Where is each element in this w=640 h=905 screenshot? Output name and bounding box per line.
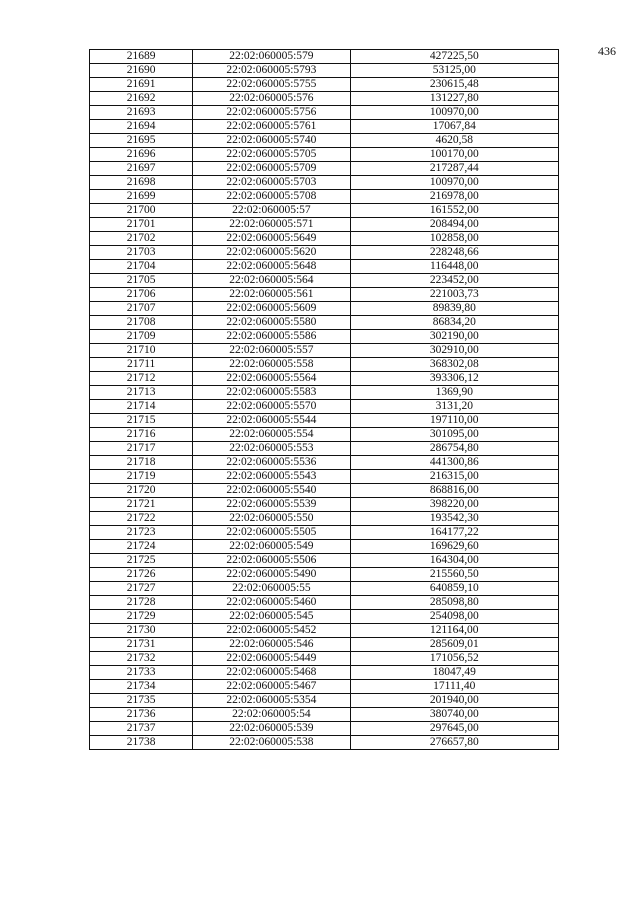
cadastral-number-cell: 22:02:060005:5452 xyxy=(193,624,350,638)
cadastral-number-cell: 22:02:060005:57 xyxy=(193,204,350,218)
row-number-cell: 21694 xyxy=(90,120,193,134)
cadastral-number-cell: 22:02:060005:5586 xyxy=(193,330,350,344)
cadastral-number-cell: 22:02:060005:549 xyxy=(193,540,350,554)
value-cell: 171056,52 xyxy=(350,652,558,666)
row-number-cell: 21718 xyxy=(90,456,193,470)
value-cell: 17067,84 xyxy=(350,120,558,134)
table-row xyxy=(90,330,559,344)
cadastral-number-cell: 22:02:060005:5740 xyxy=(193,134,350,148)
cadastral-number-cell: 22:02:060005:5793 xyxy=(193,64,350,78)
value-cell: 441300,86 xyxy=(350,456,558,470)
table-row xyxy=(90,652,559,666)
value-cell: 398220,00 xyxy=(350,498,558,512)
table-row xyxy=(90,386,559,400)
cadastral-number-cell: 22:02:060005:545 xyxy=(193,610,350,624)
value-cell: 217287,44 xyxy=(350,162,558,176)
table-row xyxy=(90,92,559,106)
row-number-cell: 21732 xyxy=(90,652,193,666)
value-cell: 368302,08 xyxy=(350,358,558,372)
value-cell: 100170,00 xyxy=(350,148,558,162)
row-number-cell: 21691 xyxy=(90,78,193,92)
row-number-cell: 21716 xyxy=(90,428,193,442)
table-row xyxy=(90,568,559,582)
table-row xyxy=(90,302,559,316)
value-cell: 230615,48 xyxy=(350,78,558,92)
table-row xyxy=(90,708,559,722)
cadastral-number-cell: 22:02:060005:5583 xyxy=(193,386,350,400)
value-cell: 197110,00 xyxy=(350,414,558,428)
value-cell: 285609,01 xyxy=(350,638,558,652)
cadastral-number-cell: 22:02:060005:546 xyxy=(193,638,350,652)
cadastral-number-cell: 22:02:060005:5564 xyxy=(193,372,350,386)
cadastral-number-cell: 22:02:060005:579 xyxy=(193,50,350,64)
table-row xyxy=(90,372,559,386)
row-number-cell: 21708 xyxy=(90,316,193,330)
value-cell: 223452,00 xyxy=(350,274,558,288)
table-row xyxy=(90,512,559,526)
row-number-cell: 21722 xyxy=(90,512,193,526)
value-cell: 169629,60 xyxy=(350,540,558,554)
table-row xyxy=(90,190,559,204)
row-number-cell: 21737 xyxy=(90,722,193,736)
row-number-cell: 21700 xyxy=(90,204,193,218)
row-number-cell: 21710 xyxy=(90,344,193,358)
cadastral-number-cell: 22:02:060005:5580 xyxy=(193,316,350,330)
table-row xyxy=(90,554,559,568)
row-number-cell: 21724 xyxy=(90,540,193,554)
value-cell: 1369,90 xyxy=(350,386,558,400)
value-cell: 286754,80 xyxy=(350,442,558,456)
value-cell: 427225,50 xyxy=(350,50,558,64)
value-cell: 161552,00 xyxy=(350,204,558,218)
row-number-cell: 21697 xyxy=(90,162,193,176)
table-row xyxy=(90,596,559,610)
table-row xyxy=(90,498,559,512)
value-cell: 3131,20 xyxy=(350,400,558,414)
value-cell: 208494,00 xyxy=(350,218,558,232)
cadastral-number-cell: 22:02:060005:5467 xyxy=(193,680,350,694)
value-cell: 18047,49 xyxy=(350,666,558,680)
cadastral-value-table xyxy=(89,49,559,750)
cadastral-number-cell: 22:02:060005:5468 xyxy=(193,666,350,680)
table-row xyxy=(90,442,559,456)
row-number-cell: 21705 xyxy=(90,274,193,288)
cadastral-number-cell: 22:02:060005:5449 xyxy=(193,652,350,666)
value-cell: 215560,50 xyxy=(350,568,558,582)
cadastral-number-cell: 22:02:060005:564 xyxy=(193,274,350,288)
table-row xyxy=(90,694,559,708)
value-cell: 193542,30 xyxy=(350,512,558,526)
table-row xyxy=(90,638,559,652)
row-number-cell: 21738 xyxy=(90,736,193,750)
row-number-cell: 21689 xyxy=(90,50,193,64)
cadastral-number-cell: 22:02:060005:5506 xyxy=(193,554,350,568)
cadastral-number-cell: 22:02:060005:5649 xyxy=(193,232,350,246)
cadastral-number-cell: 22:02:060005:5756 xyxy=(193,106,350,120)
cadastral-number-cell: 22:02:060005:5460 xyxy=(193,596,350,610)
table-row xyxy=(90,526,559,540)
value-cell: 53125,00 xyxy=(350,64,558,78)
table-row xyxy=(90,456,559,470)
cadastral-number-cell: 22:02:060005:5705 xyxy=(193,148,350,162)
table-row xyxy=(90,134,559,148)
table-row xyxy=(90,260,559,274)
row-number-cell: 21706 xyxy=(90,288,193,302)
row-number-cell: 21703 xyxy=(90,246,193,260)
row-number-cell: 21696 xyxy=(90,148,193,162)
cadastral-number-cell: 22:02:060005:557 xyxy=(193,344,350,358)
cadastral-number-cell: 22:02:060005:550 xyxy=(193,512,350,526)
value-cell: 17111,40 xyxy=(350,680,558,694)
row-number-cell: 21734 xyxy=(90,680,193,694)
cadastral-number-cell: 22:02:060005:571 xyxy=(193,218,350,232)
table-row xyxy=(90,414,559,428)
row-number-cell: 21692 xyxy=(90,92,193,106)
table-row xyxy=(90,722,559,736)
row-number-cell: 21725 xyxy=(90,554,193,568)
value-cell: 89839,80 xyxy=(350,302,558,316)
value-cell: 164177,22 xyxy=(350,526,558,540)
row-number-cell: 21711 xyxy=(90,358,193,372)
value-cell: 216315,00 xyxy=(350,470,558,484)
row-number-cell: 21707 xyxy=(90,302,193,316)
table-row xyxy=(90,218,559,232)
value-cell: 201940,00 xyxy=(350,694,558,708)
value-cell: 131227,80 xyxy=(350,92,558,106)
table-row xyxy=(90,274,559,288)
value-cell: 228248,66 xyxy=(350,246,558,260)
row-number-cell: 21729 xyxy=(90,610,193,624)
cadastral-number-cell: 22:02:060005:5709 xyxy=(193,162,350,176)
value-cell: 393306,12 xyxy=(350,372,558,386)
row-number-cell: 21714 xyxy=(90,400,193,414)
row-number-cell: 21721 xyxy=(90,498,193,512)
row-number-cell: 21699 xyxy=(90,190,193,204)
cadastral-number-cell: 22:02:060005:5536 xyxy=(193,456,350,470)
table-row xyxy=(90,148,559,162)
row-number-cell: 21727 xyxy=(90,582,193,596)
cadastral-number-cell: 22:02:060005:539 xyxy=(193,722,350,736)
table-row xyxy=(90,344,559,358)
cadastral-number-cell: 22:02:060005:553 xyxy=(193,442,350,456)
value-cell: 102858,00 xyxy=(350,232,558,246)
table-row xyxy=(90,540,559,554)
row-number-cell: 21690 xyxy=(90,64,193,78)
table-row xyxy=(90,246,559,260)
table-row xyxy=(90,736,559,750)
cadastral-number-cell: 22:02:060005:5540 xyxy=(193,484,350,498)
cadastral-number-cell: 22:02:060005:5620 xyxy=(193,246,350,260)
cadastral-number-cell: 22:02:060005:554 xyxy=(193,428,350,442)
table-body xyxy=(90,50,559,750)
value-cell: 216978,00 xyxy=(350,190,558,204)
table-row xyxy=(90,666,559,680)
table-row xyxy=(90,470,559,484)
row-number-cell: 21695 xyxy=(90,134,193,148)
cadastral-number-cell: 22:02:060005:5543 xyxy=(193,470,350,484)
value-cell: 297645,00 xyxy=(350,722,558,736)
table-row xyxy=(90,288,559,302)
value-cell: 285098,80 xyxy=(350,596,558,610)
cadastral-number-cell: 22:02:060005:54 xyxy=(193,708,350,722)
table-row xyxy=(90,610,559,624)
cadastral-number-cell: 22:02:060005:576 xyxy=(193,92,350,106)
value-cell: 100970,00 xyxy=(350,176,558,190)
row-number-cell: 21713 xyxy=(90,386,193,400)
cadastral-number-cell: 22:02:060005:5505 xyxy=(193,526,350,540)
table-row xyxy=(90,358,559,372)
table-row xyxy=(90,400,559,414)
value-cell: 164304,00 xyxy=(350,554,558,568)
row-number-cell: 21717 xyxy=(90,442,193,456)
value-cell: 86834,20 xyxy=(350,316,558,330)
table-row xyxy=(90,120,559,134)
cadastral-number-cell: 22:02:060005:538 xyxy=(193,736,350,750)
cadastral-number-cell: 22:02:060005:5354 xyxy=(193,694,350,708)
table-row xyxy=(90,484,559,498)
row-number-cell: 21719 xyxy=(90,470,193,484)
value-cell: 301095,00 xyxy=(350,428,558,442)
page-number: 436 xyxy=(598,44,616,58)
value-cell: 121164,00 xyxy=(350,624,558,638)
table-row xyxy=(90,624,559,638)
row-number-cell: 21693 xyxy=(90,106,193,120)
table-row xyxy=(90,78,559,92)
cadastral-number-cell: 22:02:060005:5490 xyxy=(193,568,350,582)
row-number-cell: 21704 xyxy=(90,260,193,274)
value-cell: 254098,00 xyxy=(350,610,558,624)
cadastral-number-cell: 22:02:060005:5703 xyxy=(193,176,350,190)
table-row xyxy=(90,582,559,596)
row-number-cell: 21702 xyxy=(90,232,193,246)
value-cell: 4620,58 xyxy=(350,134,558,148)
table-row xyxy=(90,50,559,64)
row-number-cell: 21733 xyxy=(90,666,193,680)
table-row xyxy=(90,428,559,442)
table-row xyxy=(90,176,559,190)
cadastral-number-cell: 22:02:060005:5755 xyxy=(193,78,350,92)
value-cell: 100970,00 xyxy=(350,106,558,120)
value-cell: 868816,00 xyxy=(350,484,558,498)
row-number-cell: 21701 xyxy=(90,218,193,232)
value-cell: 640859,10 xyxy=(350,582,558,596)
row-number-cell: 21715 xyxy=(90,414,193,428)
cadastral-number-cell: 22:02:060005:5544 xyxy=(193,414,350,428)
cadastral-number-cell: 22:02:060005:561 xyxy=(193,288,350,302)
value-cell: 276657,80 xyxy=(350,736,558,750)
value-cell: 116448,00 xyxy=(350,260,558,274)
cadastral-number-cell: 22:02:060005:5609 xyxy=(193,302,350,316)
cadastral-number-cell: 22:02:060005:5648 xyxy=(193,260,350,274)
table-row xyxy=(90,316,559,330)
row-number-cell: 21698 xyxy=(90,176,193,190)
cadastral-number-cell: 22:02:060005:5570 xyxy=(193,400,350,414)
cadastral-number-cell: 22:02:060005:55 xyxy=(193,582,350,596)
table-row xyxy=(90,162,559,176)
row-number-cell: 21712 xyxy=(90,372,193,386)
cadastral-number-cell: 22:02:060005:558 xyxy=(193,358,350,372)
cadastral-number-cell: 22:02:060005:5761 xyxy=(193,120,350,134)
value-cell: 380740,00 xyxy=(350,708,558,722)
table-row xyxy=(90,232,559,246)
row-number-cell: 21730 xyxy=(90,624,193,638)
table-row xyxy=(90,204,559,218)
table-row xyxy=(90,680,559,694)
value-cell: 302190,00 xyxy=(350,330,558,344)
row-number-cell: 21736 xyxy=(90,708,193,722)
row-number-cell: 21735 xyxy=(90,694,193,708)
cadastral-number-cell: 22:02:060005:5539 xyxy=(193,498,350,512)
row-number-cell: 21723 xyxy=(90,526,193,540)
table-row xyxy=(90,64,559,78)
value-cell: 221003,73 xyxy=(350,288,558,302)
row-number-cell: 21726 xyxy=(90,568,193,582)
row-number-cell: 21728 xyxy=(90,596,193,610)
row-number-cell: 21731 xyxy=(90,638,193,652)
row-number-cell: 21720 xyxy=(90,484,193,498)
cadastral-number-cell: 22:02:060005:5708 xyxy=(193,190,350,204)
table-row xyxy=(90,106,559,120)
value-cell: 302910,00 xyxy=(350,344,558,358)
row-number-cell: 21709 xyxy=(90,330,193,344)
